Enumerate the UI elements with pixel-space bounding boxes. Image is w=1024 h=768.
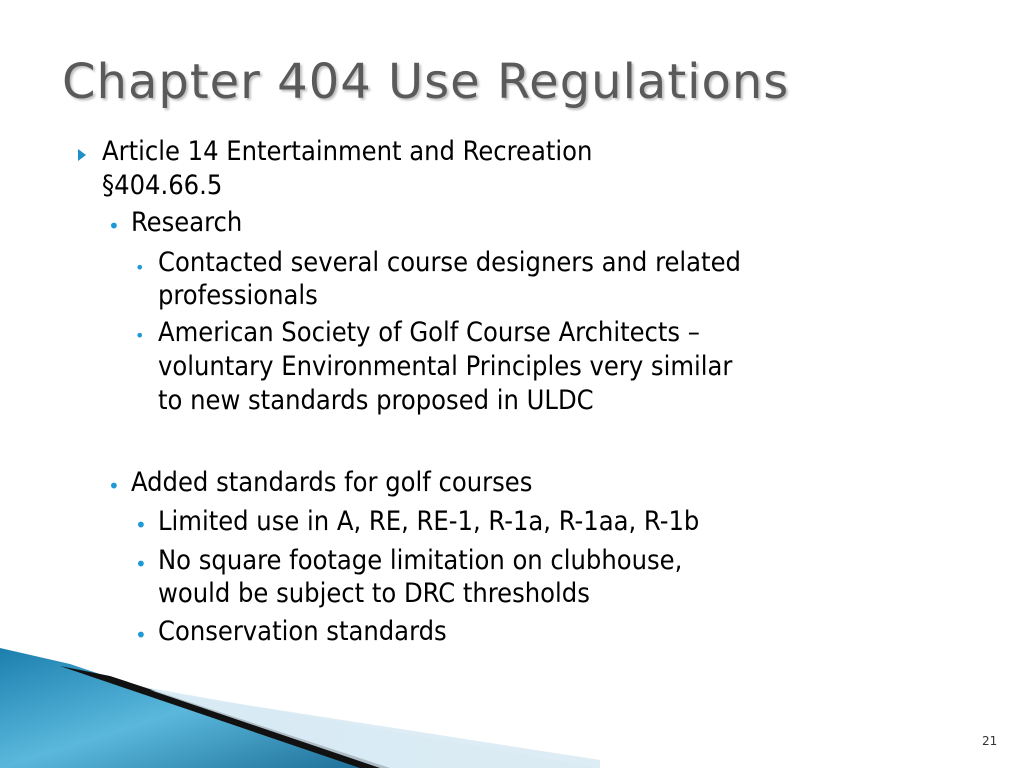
bullet-dot-icon: •	[108, 214, 120, 238]
standards-label: Added standards for golf courses	[131, 467, 533, 498]
heading-line-1: Article 14 Entertainment and Recreation	[102, 136, 593, 167]
arrow-bullet-icon	[78, 149, 86, 161]
bullet-dot-icon: •	[135, 623, 147, 647]
research-item-2-line-3: to new standards proposed in ULDC	[158, 385, 594, 416]
bullet-dot-icon: •	[135, 513, 147, 537]
bullet-dot-icon: •	[135, 258, 145, 277]
research-item-1-line-2: professionals	[158, 280, 318, 311]
bullet-dot-icon: •	[135, 552, 147, 576]
research-item-1-line-1: Contacted several course designers and related	[158, 247, 741, 278]
standards-item-2-line-2: would be subject to DRC thresholds	[158, 578, 590, 609]
research-label: Research	[131, 207, 243, 238]
page-number: 21	[982, 734, 998, 748]
standards-item-3: Conservation standards	[158, 616, 447, 647]
research-item-2-line-1: American Society of Golf Course Architects –	[158, 317, 700, 348]
heading-line-2: §404.66.5	[102, 170, 223, 201]
bullet-dot-icon: •	[108, 474, 120, 498]
standards-item-1: Limited use in A, RE, RE-1, R-1a, R-1aa, R-1b	[158, 506, 700, 537]
slide-title: Chapter 404 Use Regulations	[62, 54, 790, 110]
standards-item-2-line-1: No square footage limitation on clubhouse,	[158, 545, 683, 576]
research-item-2-line-2: voluntary Environmental Principles very similar	[158, 351, 733, 382]
bullet-dot-icon: •	[135, 326, 145, 345]
